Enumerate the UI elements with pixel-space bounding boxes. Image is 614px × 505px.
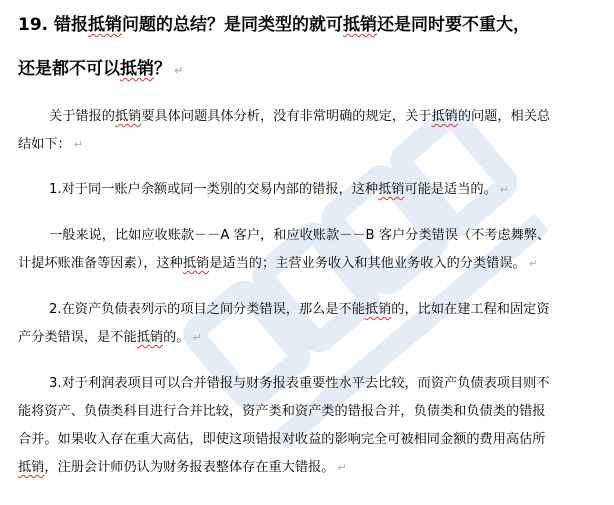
paragraph-5-line-1: 3.对于利润表项目可以合并错报与财务报表重要性水平去比较，而资产负债表项目则不 <box>49 376 550 391</box>
paragraph-5-line-2: 能将资产、负债类科目进行合并比较，资产类和资产类的错报合并，负债类和负债类的错报 <box>18 404 546 419</box>
paragraph-1-line-2: 结如下： ↵ <box>18 137 83 152</box>
paragraph-2-line-1: 1.对于同一账户余额或同一类别的交易内部的错报，这种抵销可能是适当的。 ↵ <box>49 182 509 197</box>
paragraph-5-line-4: 抵销，注册会计师仍认为财务报表整体存在重大错报。 ↵ <box>18 460 347 475</box>
paragraph-3-line-1: 一般来说，比如应收账款－－A 客户，和应收账款－－B 客户分类错误（不考虑舞弊、 <box>49 228 551 243</box>
paragraph-4-line-1: 2.在资产负债表列示的项目之间分类错误，那么是不能抵销的，比如在建工程和固定资 <box>49 302 550 317</box>
question-heading-line-1: 19. 错报抵销问题的总结？是同类型的就可抵销还是同时要不重大， <box>18 15 531 35</box>
paragraph-5-line-3: 合并。如果收入存在重大高估，即使这项错报对收益的影响完全可被相同金额的费用高估所 <box>18 432 546 447</box>
question-heading-line-2: 还是都不可以抵销？ ↵ <box>18 59 184 79</box>
paragraph-4-line-2: 产分类错误，是不能抵销的。 ↵ <box>18 330 202 345</box>
paragraph-3-line-2: 计提坏账准备等因素），这种抵销是适当的；主营业务收入和其他业务收入的分类错误。 ↵ <box>18 256 538 271</box>
paragraph-1-line-1: 关于错报的抵销要具体问题具体分析，没有非常明确的规定，关于抵销的问题，相关总 <box>49 109 551 124</box>
